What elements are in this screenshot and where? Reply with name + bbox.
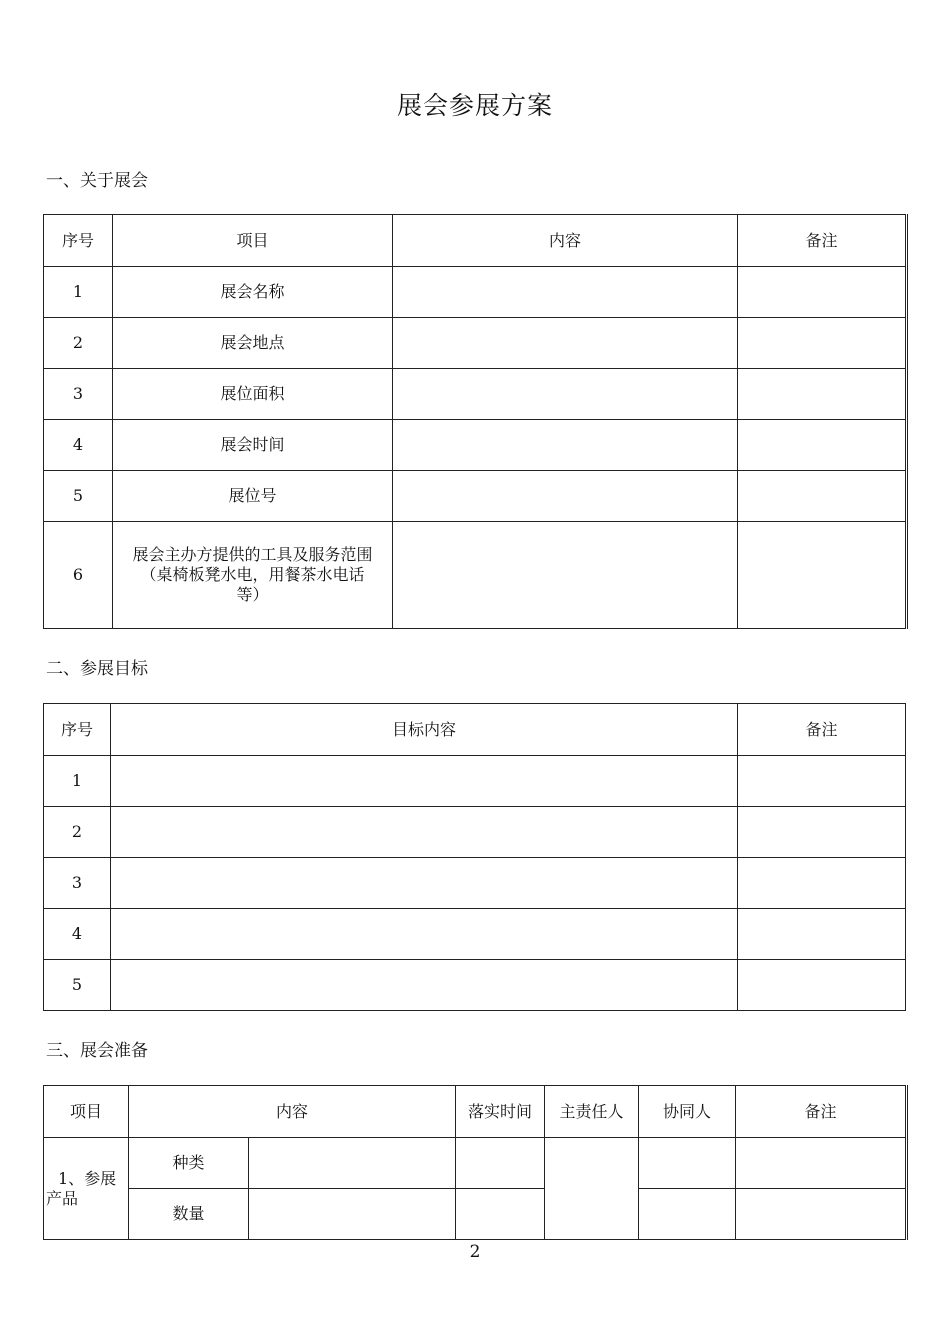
table-row (44, 807, 906, 858)
table-row (44, 471, 907, 522)
content-cell[interactable] (393, 267, 738, 318)
implementation-time-cell[interactable] (456, 1138, 545, 1189)
remarks-cell[interactable] (738, 960, 906, 1011)
remarks-cell[interactable] (738, 420, 907, 471)
row-item: 展位号 (113, 471, 393, 522)
table-row (44, 522, 907, 629)
content-cell[interactable] (249, 1189, 456, 1240)
content-cell[interactable] (393, 420, 738, 471)
content-cell[interactable] (393, 471, 738, 522)
table-header-row (44, 704, 906, 756)
header-cell: 内容 (393, 215, 738, 267)
remarks-cell[interactable] (738, 522, 907, 629)
row-item: 展会地点 (113, 318, 393, 369)
header-cell: 协同人 (639, 1086, 736, 1138)
table-row (44, 267, 907, 318)
row-number: 5 (44, 960, 111, 1011)
remarks-cell[interactable] (736, 1189, 907, 1240)
row-item: 展会时间 (113, 420, 393, 471)
remarks-cell[interactable] (738, 858, 906, 909)
row-number: 2 (44, 807, 111, 858)
row-item-line: 展会主办方提供的工具及服务范围 (132, 545, 373, 564)
row-item-line: 等） (236, 585, 269, 604)
row-number: 4 (44, 420, 113, 471)
group-label-line: 1、参展 (58, 1168, 117, 1188)
row-number: 5 (44, 471, 113, 522)
header-cell: 备注 (738, 215, 907, 267)
remarks-cell[interactable] (738, 318, 907, 369)
header-cell: 序号 (44, 704, 111, 756)
exhibition-preparation-table (43, 1085, 908, 1240)
exhibition-info-table (43, 214, 908, 629)
remarks-cell[interactable] (736, 1138, 907, 1189)
header-cell: 主责任人 (545, 1086, 639, 1138)
goal-content-cell[interactable] (111, 858, 738, 909)
row-item: 展位面积 (113, 369, 393, 420)
row-number: 2 (44, 318, 113, 369)
table-row (44, 369, 907, 420)
table-row (44, 960, 906, 1011)
table-row (44, 318, 907, 369)
remarks-cell[interactable] (738, 807, 906, 858)
table-row (44, 756, 906, 807)
responsible-person-cell[interactable] (545, 1138, 639, 1240)
row-number: 4 (44, 909, 111, 960)
table-row (44, 420, 907, 471)
header-cell: 内容 (129, 1086, 456, 1138)
collaborator-cell[interactable] (639, 1138, 736, 1189)
row-number: 1 (44, 267, 113, 318)
header-cell: 备注 (736, 1086, 907, 1138)
group-label-line: 产品 (46, 1188, 79, 1208)
section-heading-about-exhibition: 一、关于展会 (46, 171, 148, 191)
row-number: 6 (44, 522, 113, 629)
content-cell[interactable] (393, 522, 738, 629)
section-heading-exhibition-goals: 二、参展目标 (46, 659, 148, 679)
goal-content-cell[interactable] (111, 960, 738, 1011)
goal-content-cell[interactable] (111, 756, 738, 807)
table-header-row (44, 215, 907, 267)
row-item-line: （桌椅板凳水电，用餐茶水电话 (140, 565, 365, 584)
row-number: 3 (44, 858, 111, 909)
table-row (44, 858, 906, 909)
remarks-cell[interactable] (738, 909, 906, 960)
row-item: 展会名称 (113, 267, 393, 318)
exhibition-goals-table (43, 703, 906, 1011)
content-cell[interactable] (249, 1138, 456, 1189)
header-cell: 项目 (113, 215, 393, 267)
content-cell[interactable] (393, 318, 738, 369)
header-cell: 序号 (44, 215, 113, 267)
page-number: 2 (469, 1242, 481, 1262)
row-number: 1 (44, 756, 111, 807)
subrow-label: 种类 (129, 1138, 249, 1189)
header-cell: 落实时间 (456, 1086, 545, 1138)
row-number: 3 (44, 369, 113, 420)
document-title: 展会参展方案 (396, 91, 553, 120)
remarks-cell[interactable] (738, 267, 907, 318)
subrow-label: 数量 (129, 1189, 249, 1240)
goal-content-cell[interactable] (111, 909, 738, 960)
table-header-row (44, 1086, 907, 1138)
collaborator-cell[interactable] (639, 1189, 736, 1240)
implementation-time-cell[interactable] (456, 1189, 545, 1240)
remarks-cell[interactable] (738, 471, 907, 522)
content-cell[interactable] (393, 369, 738, 420)
table-row (44, 1189, 907, 1240)
table-row (44, 1138, 907, 1189)
header-cell: 备注 (738, 704, 906, 756)
table-row (44, 909, 906, 960)
goal-content-cell[interactable] (111, 807, 738, 858)
group-label (44, 1138, 129, 1240)
remarks-cell[interactable] (738, 756, 906, 807)
row-item (113, 522, 393, 629)
section-heading-exhibition-preparation: 三、展会准备 (46, 1041, 148, 1061)
header-cell: 项目 (44, 1086, 129, 1138)
remarks-cell[interactable] (738, 369, 907, 420)
header-cell: 目标内容 (111, 704, 738, 756)
